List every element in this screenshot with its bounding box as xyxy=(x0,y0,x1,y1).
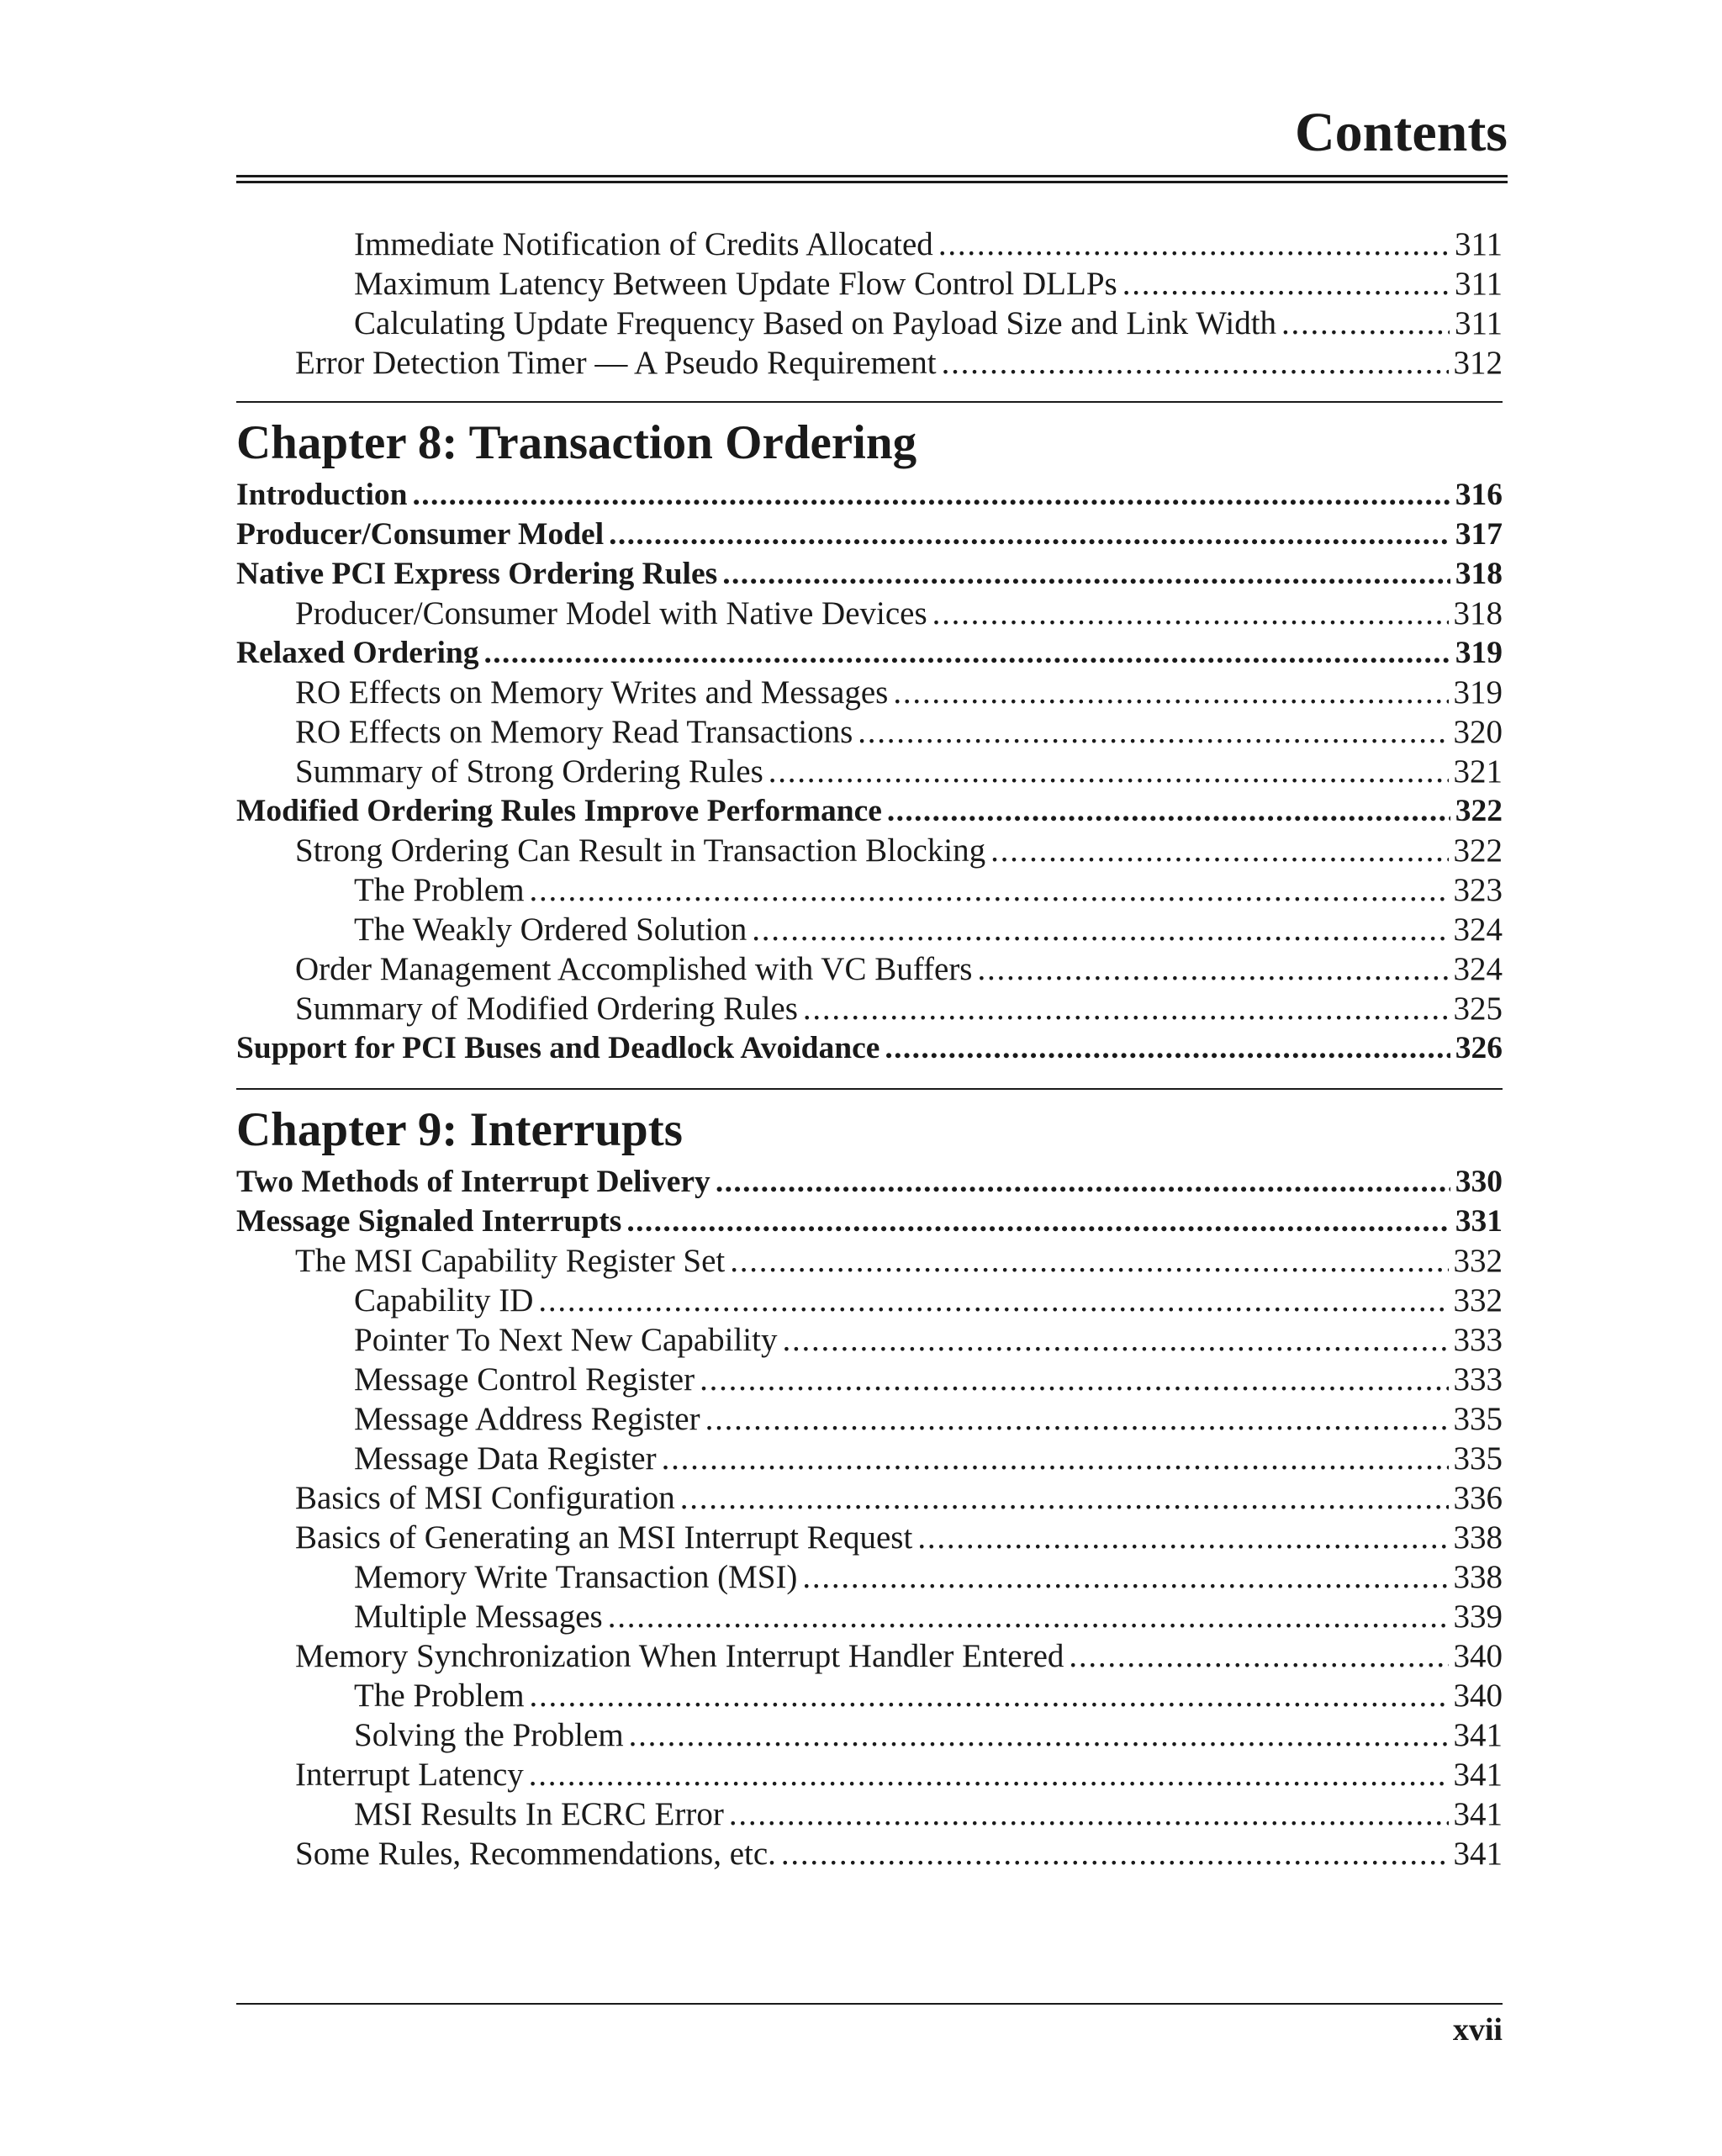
dot-leader xyxy=(413,475,1450,515)
dot-leader xyxy=(609,515,1450,554)
toc-entry-page: 324 xyxy=(1453,912,1503,948)
toc-entry[interactable] xyxy=(236,1518,1503,1557)
toc-entry[interactable] xyxy=(236,712,1503,752)
toc-entry-page: 320 xyxy=(1453,714,1503,750)
dot-leader xyxy=(705,1399,1449,1439)
dot-leader xyxy=(484,633,1450,673)
table-of-contents xyxy=(236,225,1503,1873)
toc-entry-title: Multiple Messages xyxy=(354,1599,603,1635)
toc-entry-page: 341 xyxy=(1453,1836,1503,1872)
toc-entry[interactable] xyxy=(236,1597,1503,1636)
toc-entry-page: 340 xyxy=(1453,1638,1503,1674)
chapter-section xyxy=(236,401,1503,1068)
dot-leader xyxy=(716,1162,1450,1202)
toc-entry[interactable] xyxy=(236,633,1503,673)
toc-entry[interactable] xyxy=(236,949,1503,989)
dot-leader xyxy=(885,1028,1450,1068)
dot-leader xyxy=(722,554,1450,594)
dot-leader xyxy=(680,1478,1449,1518)
toc-entry-title: RO Effects on Memory Read Transactions xyxy=(295,714,853,750)
toc-entry-title: Message Control Register xyxy=(354,1361,695,1398)
dot-leader xyxy=(977,949,1448,989)
toc-entry-page: 322 xyxy=(1455,794,1503,828)
toc-entry-page: 335 xyxy=(1453,1440,1503,1477)
toc-entry[interactable] xyxy=(236,1557,1503,1597)
header-rule-thick xyxy=(236,175,1508,177)
toc-entry-page: 323 xyxy=(1453,872,1503,908)
toc-entry-page: 326 xyxy=(1455,1031,1503,1065)
toc-entry-title: Basics of Generating an MSI Interrupt Request xyxy=(295,1519,913,1556)
toc-entry[interactable] xyxy=(236,1794,1503,1834)
dot-leader xyxy=(1281,304,1450,343)
dot-leader xyxy=(730,1241,1448,1281)
chapter-divider xyxy=(236,1088,1503,1090)
toc-entry-title: Basics of MSI Configuration xyxy=(295,1480,675,1516)
dot-leader xyxy=(626,1202,1450,1241)
toc-entry-title: Memory Write Transaction (MSI) xyxy=(354,1559,798,1595)
toc-entry[interactable] xyxy=(236,1028,1503,1068)
toc-entry-page: 311 xyxy=(1454,226,1503,262)
toc-entry-title: The MSI Capability Register Set xyxy=(295,1243,726,1279)
toc-entry-title: Summary of Modified Ordering Rules xyxy=(295,991,798,1027)
toc-entry-title: RO Effects on Memory Writes and Messages xyxy=(295,674,889,711)
page-header xyxy=(236,99,1508,183)
toc-entry[interactable] xyxy=(236,1202,1503,1241)
header-rule-thin xyxy=(236,181,1508,183)
page-number: xvii xyxy=(1452,2012,1503,2048)
toc-entry-title: Interrupt Latency xyxy=(295,1757,524,1793)
toc-entry-page: 318 xyxy=(1453,595,1503,631)
toc-entry-title: Message Signaled Interrupts xyxy=(236,1204,622,1239)
toc-entry[interactable] xyxy=(236,554,1503,594)
toc-entry-page: 319 xyxy=(1453,674,1503,711)
toc-entry-page: 324 xyxy=(1453,951,1503,987)
chapter-title[interactable]: Chapter 8: Transaction Ordering xyxy=(236,416,917,469)
toc-entry[interactable] xyxy=(236,475,1503,515)
toc-entry[interactable] xyxy=(236,1162,1503,1202)
toc-entry-title: Calculating Update Frequency Based on Payload Size and Link Width xyxy=(354,305,1277,341)
toc-entry[interactable] xyxy=(236,1241,1503,1281)
dot-leader xyxy=(938,225,1450,264)
dot-leader xyxy=(932,594,1449,633)
dot-leader xyxy=(781,1834,1449,1873)
dot-leader xyxy=(662,1439,1449,1478)
dot-leader xyxy=(700,1360,1448,1399)
toc-entry-title: Introduction xyxy=(236,478,408,512)
toc-entry[interactable] xyxy=(236,910,1503,949)
dot-leader xyxy=(893,673,1448,712)
toc-entry-page: 338 xyxy=(1453,1559,1503,1595)
toc-entry-title: Native PCI Express Ordering Rules xyxy=(236,557,718,591)
dot-leader xyxy=(530,1676,1449,1715)
dot-leader xyxy=(538,1281,1448,1320)
dot-leader xyxy=(608,1597,1449,1636)
toc-entry-page: 325 xyxy=(1453,991,1503,1027)
toc-entry[interactable] xyxy=(236,264,1503,304)
toc-entry-page: 322 xyxy=(1453,832,1503,869)
dot-leader xyxy=(629,1715,1449,1755)
toc-entry-page: 312 xyxy=(1453,345,1503,381)
toc-entry[interactable] xyxy=(236,225,1503,264)
toc-entry[interactable] xyxy=(236,673,1503,712)
chapter-title[interactable]: Chapter 9: Interrupts xyxy=(236,1103,683,1156)
dot-leader xyxy=(858,712,1448,752)
toc-entry-title: Pointer To Next New Capability xyxy=(354,1322,778,1358)
toc-entry[interactable] xyxy=(236,1281,1503,1320)
toc-entry-page: 341 xyxy=(1453,1796,1503,1832)
toc-entry-page: 331 xyxy=(1455,1204,1503,1239)
dot-leader xyxy=(529,1755,1449,1794)
toc-entry-title: The Problem xyxy=(354,872,525,908)
toc-entry[interactable] xyxy=(236,831,1503,870)
toc-entry-page: 311 xyxy=(1454,305,1503,341)
toc-entry[interactable] xyxy=(236,989,1503,1028)
toc-entry[interactable] xyxy=(236,1676,1503,1715)
toc-entry-title: Solving the Problem xyxy=(354,1717,624,1753)
toc-entry[interactable] xyxy=(236,594,1503,633)
toc-entry-title: Producer/Consumer Model xyxy=(236,517,605,552)
toc-entry-title: Strong Ordering Can Result in Transaction Blocking xyxy=(295,832,986,869)
dot-leader xyxy=(530,870,1449,910)
page-title: Contents xyxy=(1294,102,1508,163)
toc-entry-title: Immediate Notification of Credits Allocated xyxy=(354,226,933,262)
toc-entry-title: Relaxed Ordering xyxy=(236,636,479,670)
dot-leader xyxy=(990,831,1448,870)
toc-entry-title: Producer/Consumer Model with Native Devices xyxy=(295,595,927,631)
dot-leader xyxy=(769,752,1449,791)
toc-entry-page: 332 xyxy=(1453,1282,1503,1318)
toc-entry[interactable] xyxy=(236,1399,1503,1439)
toc-entry-page: 321 xyxy=(1453,753,1503,790)
toc-entry-page: 340 xyxy=(1453,1678,1503,1714)
toc-entry[interactable] xyxy=(236,1834,1503,1873)
toc-entry[interactable] xyxy=(236,752,1503,791)
toc-entry-title: Maximum Latency Between Update Flow Control DLLPs xyxy=(354,266,1117,302)
toc-entry-title: Message Address Register xyxy=(354,1401,700,1437)
toc-entry-title: Modified Ordering Rules Improve Performance xyxy=(236,794,882,828)
toc-entry-title: Error Detection Timer — A Pseudo Requirement xyxy=(295,345,937,381)
toc-entry[interactable] xyxy=(236,870,1503,910)
toc-entry-page: 335 xyxy=(1453,1401,1503,1437)
dot-leader xyxy=(803,989,1449,1028)
toc-entry-title: Support for PCI Buses and Deadlock Avoidance xyxy=(236,1031,880,1065)
dot-leader xyxy=(802,1557,1448,1597)
toc-entry-page: 339 xyxy=(1453,1599,1503,1635)
dot-leader xyxy=(917,1518,1448,1557)
footer-rule xyxy=(236,2003,1503,2005)
toc-entry[interactable] xyxy=(236,1439,1503,1478)
toc-entry[interactable] xyxy=(236,1360,1503,1399)
toc-entry-page: 316 xyxy=(1455,478,1503,512)
dot-leader xyxy=(887,791,1450,831)
toc-entry-title: MSI Results In ECRC Error xyxy=(354,1796,724,1832)
toc-entry-page: 341 xyxy=(1453,1757,1503,1793)
toc-entry-page: 333 xyxy=(1453,1361,1503,1398)
toc-entry-page: 317 xyxy=(1455,517,1503,552)
toc-entry-page: 336 xyxy=(1453,1480,1503,1516)
toc-entry-title: Summary of Strong Ordering Rules xyxy=(295,753,763,790)
chapter-section xyxy=(236,1088,1503,1873)
toc-entry-page: 338 xyxy=(1453,1519,1503,1556)
page-footer xyxy=(236,2003,1503,2048)
dot-leader xyxy=(1122,264,1450,304)
toc-entry[interactable] xyxy=(236,343,1503,383)
toc-entry-page: 333 xyxy=(1453,1322,1503,1358)
toc-entry[interactable] xyxy=(236,304,1503,343)
toc-entry-title: Message Data Register xyxy=(354,1440,657,1477)
toc-entry[interactable] xyxy=(236,1755,1503,1794)
toc-entry[interactable] xyxy=(236,1320,1503,1360)
chapters-list xyxy=(236,401,1503,1873)
toc-entry-page: 341 xyxy=(1453,1717,1503,1753)
toc-entry[interactable] xyxy=(236,1478,1503,1518)
dot-leader xyxy=(782,1320,1448,1360)
toc-entry-title: Some Rules, Recommendations, etc. xyxy=(295,1836,776,1872)
toc-entry-page: 318 xyxy=(1455,557,1503,591)
toc-entry-title: Memory Synchronization When Interrupt Handler Entered xyxy=(295,1638,1064,1674)
toc-entry-title: Capability ID xyxy=(354,1282,534,1318)
toc-entry-title: Order Management Accomplished with VC Buffers xyxy=(295,951,973,987)
toc-entry[interactable] xyxy=(236,1715,1503,1755)
toc-entry[interactable] xyxy=(236,1636,1503,1676)
toc-entry-title: The Problem xyxy=(354,1678,525,1714)
dot-leader xyxy=(729,1794,1449,1834)
chapter-divider xyxy=(236,401,1503,403)
toc-entry-title: The Weakly Ordered Solution xyxy=(354,912,747,948)
dot-leader xyxy=(1069,1636,1448,1676)
toc-entry[interactable] xyxy=(236,515,1503,554)
continued-entries xyxy=(236,225,1503,383)
toc-entry-page: 319 xyxy=(1455,636,1503,670)
toc-entry-page: 330 xyxy=(1455,1165,1503,1199)
toc-entry-title: Two Methods of Interrupt Delivery xyxy=(236,1165,710,1199)
dot-leader xyxy=(752,910,1448,949)
toc-entry-page: 332 xyxy=(1453,1243,1503,1279)
dot-leader xyxy=(942,343,1449,383)
toc-entry[interactable] xyxy=(236,791,1503,831)
toc-entry-page: 311 xyxy=(1454,266,1503,302)
